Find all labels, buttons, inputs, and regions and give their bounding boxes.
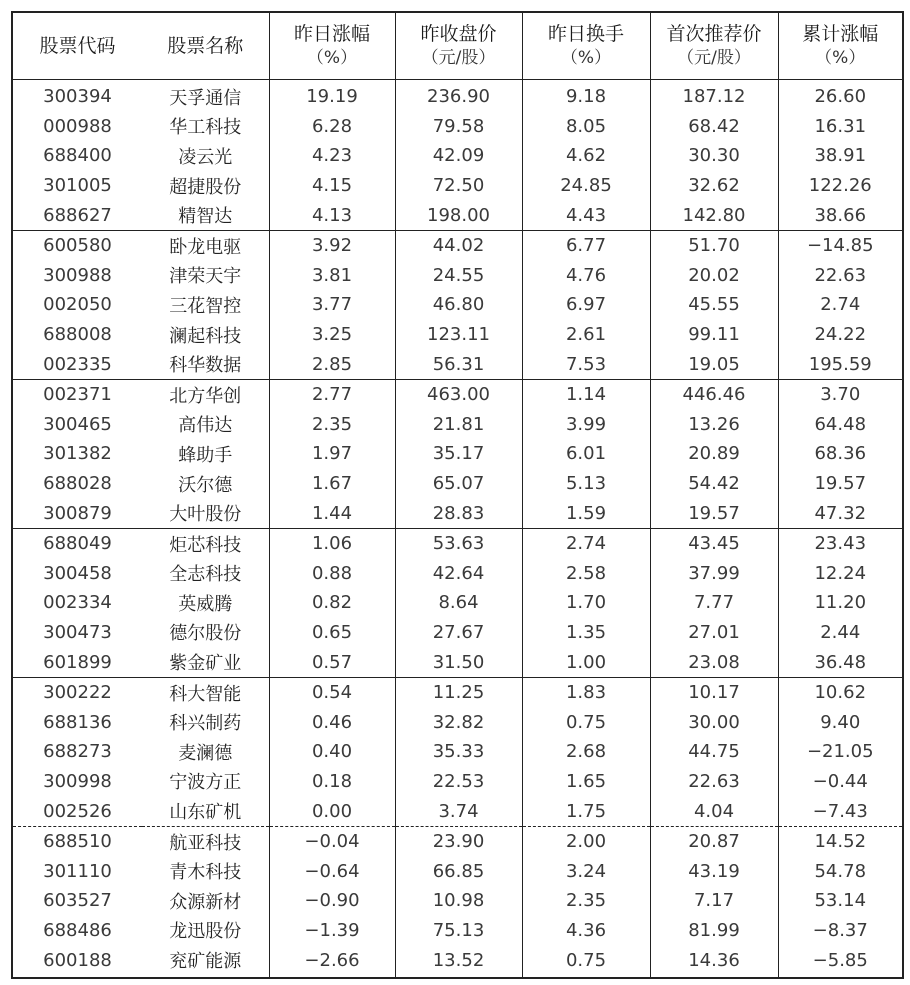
table-row	[12, 886, 903, 916]
stock-name-cell: 华工科技	[169, 117, 242, 139]
stock-name-cell: 炬芯科技	[142, 528, 269, 558]
stock-name-cell: 英威腾	[178, 593, 233, 615]
table-body	[12, 80, 903, 978]
prev-change-cell: 3.92	[269, 230, 395, 260]
cumulative-change-cell: 122.26	[778, 171, 903, 201]
stock-name-cell: 高伟达	[178, 415, 233, 437]
table-row	[12, 261, 903, 291]
stock-name-cell: 澜起科技	[169, 325, 242, 347]
stock-code-cell: 601899	[43, 651, 112, 673]
stock-code-cell: 600188	[43, 949, 112, 971]
table-row	[12, 200, 903, 230]
prev-turnover-cell: 5.13	[522, 469, 650, 499]
prev-close-cell: 53.63	[395, 528, 522, 558]
cumulative-change-cell: 38.91	[778, 141, 903, 171]
stock-recommendation-table	[11, 11, 904, 979]
prev-turnover-cell: 6.01	[522, 439, 650, 469]
stock-name-cell: 天孚通信	[169, 87, 242, 109]
prev-change-cell: −1.39	[269, 916, 395, 946]
first-rec-price-cell: 43.45	[650, 528, 778, 558]
table-row	[12, 796, 903, 826]
prev-change-cell: 0.46	[269, 707, 395, 737]
first-rec-price-cell: 99.11	[650, 320, 778, 350]
stock-code-cell: 002050	[43, 294, 112, 316]
first-rec-price-cell: 14.36	[650, 945, 778, 978]
prev-change-cell: 19.19	[269, 80, 395, 112]
stock-code-cell: 688049	[12, 528, 142, 558]
prev-turnover-cell: 1.70	[522, 588, 650, 618]
first-rec-price-cell: 30.00	[650, 707, 778, 737]
stock-name-cell: 山东矿机	[169, 802, 242, 824]
prev-change-cell: 4.23	[269, 141, 395, 171]
table-row	[12, 528, 903, 558]
prev-close-cell: 123.11	[395, 320, 522, 350]
prev-turnover-cell: 2.61	[522, 320, 650, 350]
stock-name-cell: 科大智能	[142, 677, 269, 707]
header-prev-close	[395, 12, 522, 80]
prev-close-cell: 236.90	[395, 80, 522, 112]
first-rec-price-cell: 20.89	[650, 439, 778, 469]
prev-turnover-cell: 8.05	[522, 112, 650, 142]
prev-close-cell: 56.31	[395, 349, 522, 379]
stock-name-cell: 青木科技	[169, 862, 242, 884]
prev-change-cell: 2.77	[269, 379, 395, 409]
first-rec-price-cell: 37.99	[650, 559, 778, 589]
header-label: 股票名称	[167, 35, 244, 57]
prev-change-cell: 4.15	[269, 171, 395, 201]
cumulative-change-cell: 22.63	[778, 261, 903, 291]
prev-close-cell: 10.98	[395, 886, 522, 916]
prev-close-cell: 463.00	[395, 379, 522, 409]
cumulative-change-cell: 195.59	[778, 349, 903, 379]
prev-close-cell: 22.53	[395, 767, 522, 797]
stock-code-cell: 300988	[43, 264, 112, 286]
prev-change-cell: 6.28	[269, 112, 395, 142]
stock-name-cell: 全志科技	[169, 564, 242, 586]
prev-close-cell: 23.90	[395, 826, 522, 856]
prev-turnover-cell: 0.75	[522, 707, 650, 737]
prev-close-cell: 11.25	[395, 677, 522, 707]
table-row	[12, 349, 903, 379]
stock-table-container	[11, 11, 902, 979]
prev-close-cell: 42.64	[395, 559, 522, 589]
table-row	[12, 618, 903, 648]
header-label: 累计涨幅	[802, 23, 879, 45]
first-rec-price-cell: 20.87	[650, 826, 778, 856]
prev-turnover-cell: 7.53	[522, 349, 650, 379]
cumulative-change-cell: 2.44	[778, 618, 903, 648]
prev-close-cell: 72.50	[395, 171, 522, 201]
prev-turnover-cell: 24.85	[522, 171, 650, 201]
cumulative-change-cell: 11.20	[778, 588, 903, 618]
prev-change-cell: −0.64	[269, 856, 395, 886]
header-label: 昨日换手	[547, 23, 624, 45]
first-rec-price-cell: 10.17	[650, 677, 778, 707]
prev-close-cell: 46.80	[395, 290, 522, 320]
first-rec-price-cell: 7.17	[650, 886, 778, 916]
cumulative-change-cell: 3.70	[778, 379, 903, 409]
cumulative-change-cell: 9.40	[778, 707, 903, 737]
first-rec-price-cell: 13.26	[650, 410, 778, 440]
table-row	[12, 290, 903, 320]
stock-name-cell: 超捷股份	[169, 176, 242, 198]
first-rec-price-cell: 43.19	[650, 856, 778, 886]
table-row	[12, 707, 903, 737]
prev-change-cell: 1.06	[269, 528, 395, 558]
stock-code-cell: 002334	[43, 592, 112, 614]
stock-code-cell: 300458	[43, 562, 112, 584]
header-cumulative-change	[778, 12, 903, 80]
prev-close-cell: 3.74	[395, 796, 522, 826]
stock-code-cell: 688627	[43, 204, 112, 226]
stock-name-cell: 兖矿能源	[169, 951, 242, 973]
stock-code-cell: 600580	[12, 230, 142, 260]
prev-turnover-cell: 1.59	[522, 498, 650, 528]
prev-turnover-cell: 2.68	[522, 737, 650, 767]
first-rec-price-cell: 51.70	[650, 230, 778, 260]
stock-name-cell: 卧龙电驱	[142, 230, 269, 260]
prev-change-cell: 0.88	[269, 559, 395, 589]
first-rec-price-cell: 19.05	[650, 349, 778, 379]
first-rec-price-cell: 7.77	[650, 588, 778, 618]
stock-name-cell: 津荣天宇	[169, 266, 242, 288]
first-rec-price-cell: 4.04	[650, 796, 778, 826]
prev-close-cell: 42.09	[395, 141, 522, 171]
first-rec-price-cell: 32.62	[650, 171, 778, 201]
header-stock-name	[142, 12, 269, 80]
prev-close-cell: 13.52	[395, 945, 522, 978]
table-row	[12, 647, 903, 677]
first-rec-price-cell: 45.55	[650, 290, 778, 320]
prev-turnover-cell: 6.97	[522, 290, 650, 320]
stock-code-cell: 688486	[43, 919, 112, 941]
cumulative-change-cell: 53.14	[778, 886, 903, 916]
header-prev-change	[269, 12, 395, 80]
first-rec-price-cell: 81.99	[650, 916, 778, 946]
cumulative-change-cell: −7.43	[778, 796, 903, 826]
cumulative-change-cell: 2.74	[778, 290, 903, 320]
prev-turnover-cell: 2.00	[522, 826, 650, 856]
stock-name-cell: 航亚科技	[142, 826, 269, 856]
prev-turnover-cell: 3.99	[522, 410, 650, 440]
prev-close-cell: 31.50	[395, 647, 522, 677]
header-unit: （元/股）	[421, 48, 496, 68]
table-row	[12, 826, 903, 856]
header-label: 股票代码	[39, 35, 116, 57]
table-row	[12, 737, 903, 767]
stock-code-cell: 603527	[43, 890, 112, 912]
prev-close-cell: 75.13	[395, 916, 522, 946]
stock-name-cell: 北方华创	[142, 379, 269, 409]
prev-change-cell: 0.82	[269, 588, 395, 618]
prev-change-cell: 4.13	[269, 200, 395, 230]
header-unit: （%）	[306, 48, 358, 68]
prev-turnover-cell: 1.00	[522, 647, 650, 677]
table-row	[12, 141, 903, 171]
table-row	[12, 320, 903, 350]
cumulative-change-cell: 16.31	[778, 112, 903, 142]
cumulative-change-cell: 36.48	[778, 647, 903, 677]
cumulative-change-cell: −5.85	[778, 945, 903, 978]
stock-name-cell: 龙迅股份	[169, 921, 242, 943]
prev-turnover-cell: 6.77	[522, 230, 650, 260]
prev-turnover-cell: 2.58	[522, 559, 650, 589]
table-row	[12, 559, 903, 589]
cumulative-change-cell: 23.43	[778, 528, 903, 558]
prev-change-cell: 0.54	[269, 677, 395, 707]
prev-close-cell: 35.17	[395, 439, 522, 469]
prev-change-cell: −0.04	[269, 826, 395, 856]
stock-code-cell: 002335	[43, 353, 112, 375]
stock-name-cell: 三花智控	[169, 295, 242, 317]
prev-change-cell: 3.77	[269, 290, 395, 320]
cumulative-change-cell: 47.32	[778, 498, 903, 528]
stock-code-cell: 300394	[43, 86, 112, 108]
stock-code-cell: 300879	[43, 502, 112, 524]
table-row	[12, 230, 903, 260]
prev-close-cell: 44.02	[395, 230, 522, 260]
first-rec-price-cell: 30.30	[650, 141, 778, 171]
cumulative-change-cell: 64.48	[778, 410, 903, 440]
cumulative-change-cell: −21.05	[778, 737, 903, 767]
prev-turnover-cell: 4.43	[522, 200, 650, 230]
prev-close-cell: 66.85	[395, 856, 522, 886]
prev-turnover-cell: 1.65	[522, 767, 650, 797]
prev-close-cell: 28.83	[395, 498, 522, 528]
stock-name-cell: 德尔股份	[169, 623, 242, 645]
prev-turnover-cell: 1.75	[522, 796, 650, 826]
stock-code-cell: 688028	[43, 473, 112, 495]
table-row	[12, 767, 903, 797]
prev-close-cell: 21.81	[395, 410, 522, 440]
stock-name-cell: 凌云光	[178, 146, 233, 168]
stock-name-cell: 宁波方正	[169, 772, 242, 794]
prev-change-cell: 1.97	[269, 439, 395, 469]
table-row	[12, 677, 903, 707]
header-first-rec-price	[650, 12, 778, 80]
header-unit: （元/股）	[677, 48, 751, 68]
prev-turnover-cell: 1.14	[522, 379, 650, 409]
prev-change-cell: 3.81	[269, 261, 395, 291]
first-rec-price-cell: 44.75	[650, 737, 778, 767]
table-row	[12, 945, 903, 978]
prev-close-cell: 27.67	[395, 618, 522, 648]
table-row	[12, 410, 903, 440]
cumulative-change-cell: 12.24	[778, 559, 903, 589]
prev-change-cell: 0.65	[269, 618, 395, 648]
cumulative-change-cell: 54.78	[778, 856, 903, 886]
header-label: 首次推荐价	[666, 23, 762, 45]
prev-change-cell: 0.18	[269, 767, 395, 797]
header-prev-turnover	[522, 12, 650, 80]
stock-code-cell: 300998	[43, 770, 112, 792]
prev-close-cell: 35.33	[395, 737, 522, 767]
first-rec-price-cell: 446.46	[650, 379, 778, 409]
cumulative-change-cell: −14.85	[778, 230, 903, 260]
table-row	[12, 469, 903, 499]
stock-code-cell: 300465	[43, 413, 112, 435]
prev-change-cell: −0.90	[269, 886, 395, 916]
first-rec-price-cell: 27.01	[650, 618, 778, 648]
cumulative-change-cell: −0.44	[778, 767, 903, 797]
table-row	[12, 916, 903, 946]
prev-change-cell: −2.66	[269, 945, 395, 978]
header-unit: （%）	[560, 48, 612, 68]
cumulative-change-cell: 38.66	[778, 200, 903, 230]
prev-turnover-cell: 0.75	[522, 945, 650, 978]
first-rec-price-cell: 20.02	[650, 261, 778, 291]
stock-code-cell: 301382	[43, 443, 112, 465]
prev-change-cell: 2.35	[269, 410, 395, 440]
prev-change-cell: 0.00	[269, 796, 395, 826]
stock-name-cell: 沃尔德	[178, 474, 233, 496]
prev-close-cell: 24.55	[395, 261, 522, 291]
stock-code-cell: 300222	[12, 677, 142, 707]
first-rec-price-cell: 19.57	[650, 498, 778, 528]
table-row	[12, 171, 903, 201]
stock-name-cell: 科兴制药	[169, 713, 242, 735]
cumulative-change-cell: 19.57	[778, 469, 903, 499]
table-row	[12, 80, 903, 112]
stock-name-cell: 大叶股份	[169, 504, 242, 526]
first-rec-price-cell: 54.42	[650, 469, 778, 499]
prev-close-cell: 65.07	[395, 469, 522, 499]
prev-close-cell: 32.82	[395, 707, 522, 737]
stock-code-cell: 000988	[43, 115, 112, 137]
prev-change-cell: 0.57	[269, 647, 395, 677]
table-row	[12, 439, 903, 469]
first-rec-price-cell: 142.80	[650, 200, 778, 230]
stock-code-cell: 002371	[12, 379, 142, 409]
prev-change-cell: 1.44	[269, 498, 395, 528]
prev-change-cell: 0.40	[269, 737, 395, 767]
prev-turnover-cell: 4.76	[522, 261, 650, 291]
prev-turnover-cell: 2.35	[522, 886, 650, 916]
prev-close-cell: 198.00	[395, 200, 522, 230]
stock-code-cell: 688273	[43, 741, 112, 763]
header-unit: （%）	[815, 48, 866, 68]
table-row	[12, 112, 903, 142]
stock-code-cell: 300473	[43, 621, 112, 643]
stock-code-cell: 301110	[43, 860, 112, 882]
prev-turnover-cell: 9.18	[522, 80, 650, 112]
first-rec-price-cell: 23.08	[650, 647, 778, 677]
cumulative-change-cell: 68.36	[778, 439, 903, 469]
cumulative-change-cell: 26.60	[778, 80, 903, 112]
cumulative-change-cell: 10.62	[778, 677, 903, 707]
prev-close-cell: 8.64	[395, 588, 522, 618]
stock-name-cell: 蜂助手	[178, 444, 233, 466]
header-stock-code	[12, 12, 142, 80]
table-row	[12, 856, 903, 886]
first-rec-price-cell: 68.42	[650, 112, 778, 142]
stock-name-cell: 麦澜德	[178, 742, 233, 764]
stock-code-cell: 002526	[43, 800, 112, 822]
table-row	[12, 379, 903, 409]
stock-code-cell: 688008	[43, 324, 112, 346]
table-row	[12, 588, 903, 618]
prev-turnover-cell: 1.35	[522, 618, 650, 648]
first-rec-price-cell: 22.63	[650, 767, 778, 797]
header-label: 昨收盘价	[420, 23, 497, 45]
stock-name-cell: 科华数据	[169, 355, 242, 377]
header-label: 昨日涨幅	[293, 23, 370, 45]
cumulative-change-cell: −8.37	[778, 916, 903, 946]
prev-change-cell: 1.67	[269, 469, 395, 499]
prev-turnover-cell: 4.62	[522, 141, 650, 171]
stock-code-cell: 688510	[12, 826, 142, 856]
header-row	[12, 12, 903, 80]
stock-name-cell: 众源新材	[169, 891, 242, 913]
prev-turnover-cell: 1.83	[522, 677, 650, 707]
prev-turnover-cell: 2.74	[522, 528, 650, 558]
prev-close-cell: 79.58	[395, 112, 522, 142]
first-rec-price-cell: 187.12	[650, 80, 778, 112]
prev-change-cell: 2.85	[269, 349, 395, 379]
stock-code-cell: 688136	[43, 711, 112, 733]
stock-name-cell: 精智达	[178, 206, 233, 228]
cumulative-change-cell: 14.52	[778, 826, 903, 856]
cumulative-change-cell: 24.22	[778, 320, 903, 350]
stock-name-cell: 紫金矿业	[169, 653, 242, 675]
stock-code-cell: 301005	[43, 175, 112, 197]
prev-change-cell: 3.25	[269, 320, 395, 350]
stock-code-cell: 688400	[43, 145, 112, 167]
prev-turnover-cell: 4.36	[522, 916, 650, 946]
table-row	[12, 498, 903, 528]
prev-turnover-cell: 3.24	[522, 856, 650, 886]
